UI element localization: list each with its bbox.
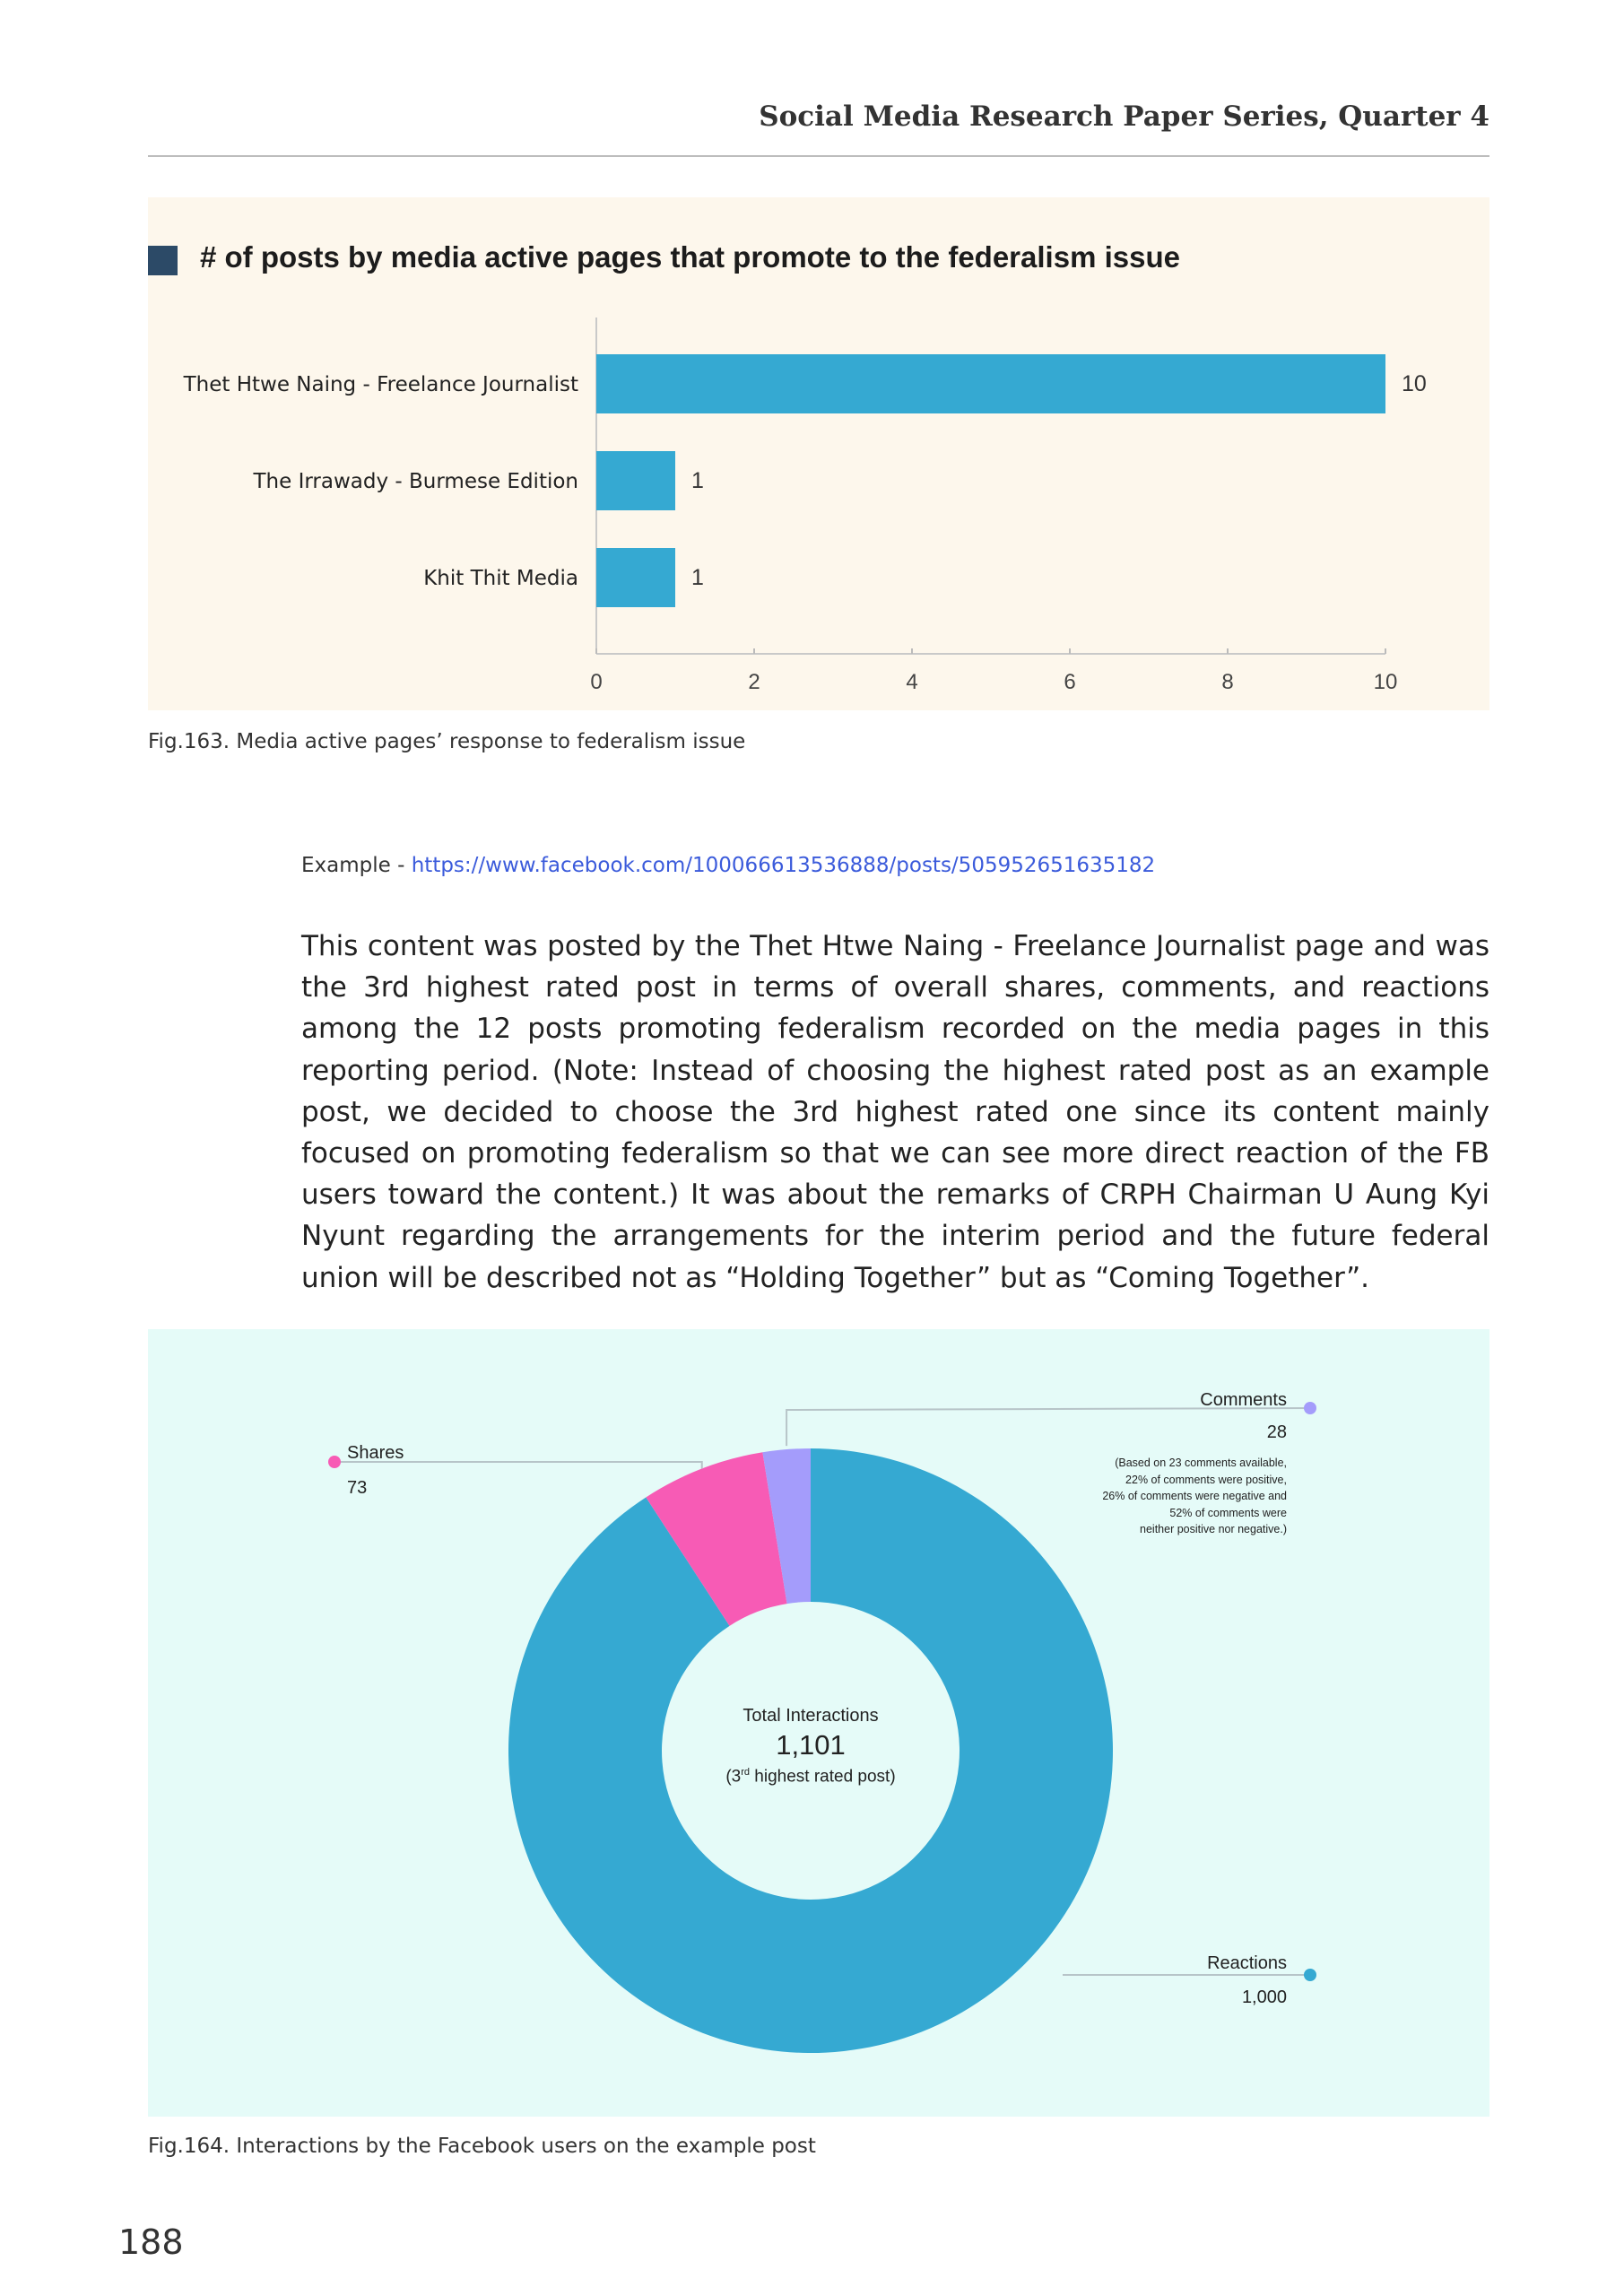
category-label: Thet Htwe Naing - Freelance Journalist [183, 373, 578, 396]
comments-label: Comments [1200, 1390, 1287, 1410]
bar [596, 548, 675, 607]
x-tick-label: 6 [1064, 670, 1076, 694]
bar-chart-svg [148, 197, 1489, 710]
x-tick-label: 10 [1373, 670, 1398, 694]
shares-marker-dot [328, 1456, 341, 1468]
bar-value-label: 10 [1402, 371, 1427, 396]
category-label: Khit Thit Media [423, 567, 578, 590]
reactions-marker-dot [1304, 1969, 1316, 1981]
shares-value: 73 [347, 1478, 368, 1498]
donut-chart-panel [148, 1329, 1489, 2117]
bar-value-label: 1 [691, 468, 704, 493]
figure-164-caption: Fig.164. Interactions by the Facebook users on the example post [148, 2135, 816, 2158]
comments-value: 28 [1266, 1422, 1287, 1442]
shares-label: Shares [347, 1443, 404, 1463]
header-divider [148, 155, 1489, 157]
bar-value-label: 1 [691, 565, 704, 590]
x-tick-label: 2 [748, 670, 760, 694]
example-url-link[interactable]: https://www.facebook.com/100066613536888/posts/505952651635182 [411, 854, 1156, 877]
reactions-value: 1,000 [1241, 1987, 1287, 2007]
example-label: Example - [301, 854, 412, 877]
donut-center-title: Total Interactions [743, 1706, 879, 1726]
x-tick-label: 0 [590, 670, 603, 694]
center-note-suffix: highest rated post) [750, 1767, 896, 1787]
figure-163-caption: Fig.163. Media active pages’ response to federalism issue [148, 730, 746, 753]
page-number: 188 [118, 2222, 184, 2262]
comments-note-line: 52% of comments were [1169, 1506, 1287, 1519]
x-tick-label: 4 [906, 670, 918, 694]
donut-center-value: 1,101 [776, 1729, 846, 1761]
bar [596, 354, 1385, 413]
center-note-prefix: (3 [725, 1767, 742, 1787]
comments-note-line: (Based on 23 comments available, [1115, 1457, 1287, 1469]
center-note-superscript: rd [741, 1767, 751, 1778]
x-tick-label: 8 [1221, 670, 1234, 694]
bar-chart-title: # of posts by media active pages that promote to the federalism issue [200, 240, 1180, 274]
body-paragraph: This content was posted by the Thet Htwe Naing - Freelance Journalist page and was the 3rd highest rated post in terms of overall shares, comments, and reactions among the 12 posts promoting federalism recorded on the media pages in this reporting period. (Note: Instead of choosing the highest rated post as an example post, we decided to choose the 3rd highest rated one since its content mainly focused on promoting federalism so that we can see more direct reaction of the FB users toward the content.) It was about the remarks of CRPH Chairman U Aung Kyi Nyunt regarding the arrangements for the interim period and the future federal union will be described not as “Holding Together” but as “Coming Together”. [301, 930, 1489, 1294]
bar-chart-panel [148, 197, 1489, 710]
donut-center-note [649, 1767, 972, 1787]
comments-note-line: 26% of comments were negative and [1102, 1490, 1287, 1502]
page-header-title: Social Media Research Paper Series, Quarter 4 [759, 100, 1489, 133]
reactions-label: Reactions [1207, 1953, 1287, 1973]
bar [596, 451, 675, 510]
category-label: The Irrawady - Burmese Edition [253, 470, 578, 493]
comments-sentiment-note [1036, 1455, 1287, 1538]
comments-leader-line [786, 1408, 1310, 1446]
comments-marker-dot [1304, 1402, 1316, 1414]
comments-note-line: neither positive nor negative.) [1140, 1523, 1287, 1535]
example-line [301, 854, 1155, 877]
comments-note-line: 22% of comments were positive, [1125, 1473, 1287, 1486]
